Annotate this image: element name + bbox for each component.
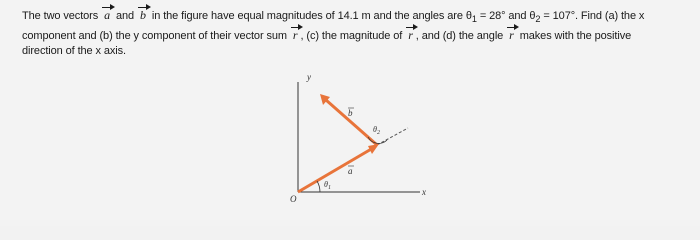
text-segment: , and (d) the angle [415, 29, 504, 42]
text-segment: in the figure have equal magnitudes of 14.1 m and the angles are θ [151, 10, 472, 22]
subscript: 2 [535, 14, 541, 25]
text-segment: makes with the positive [519, 29, 632, 42]
vector-b-label: b [348, 108, 353, 118]
vector-a-extension [377, 128, 408, 145]
text-segment: and [115, 10, 135, 22]
y-axis-label: y [307, 72, 311, 82]
problem-line-1 [22, 8, 692, 28]
vector-diagram [280, 70, 440, 210]
origin-label: O [290, 194, 297, 204]
vector-r-symbol: r [506, 28, 517, 44]
problem-text [22, 8, 692, 60]
vector-r-symbol: r [405, 28, 416, 44]
text-segment: direction of the x axis. [22, 45, 126, 58]
vector-figure [280, 70, 440, 210]
problem-line-3 [22, 44, 692, 60]
vector-a-arrow [298, 148, 373, 192]
vector-b-symbol: b [137, 8, 149, 24]
text-segment: component and (b) the y component of their vector sum [22, 29, 287, 42]
subscript: 1 [471, 14, 477, 25]
vector-r-symbol: r [290, 28, 301, 44]
vector-a-arrowhead [368, 144, 379, 154]
text-segment: The two vectors [22, 10, 99, 22]
theta1-arc [317, 181, 320, 192]
vector-a-symbol: a [101, 8, 113, 24]
text-segment: = 28° and θ [476, 10, 536, 22]
text-segment: , (c) the magnitude of [300, 29, 403, 42]
text-segment: = 107°. Find (a) the x [540, 10, 645, 22]
vector-b-arrow [326, 100, 377, 145]
vector-a-label: a [348, 166, 353, 176]
x-axis-label: x [422, 187, 426, 197]
problem-line-2 [22, 28, 692, 45]
theta2-label: $\theta_2$ [373, 125, 380, 136]
theta1-label: $\theta_1$ [324, 180, 331, 191]
